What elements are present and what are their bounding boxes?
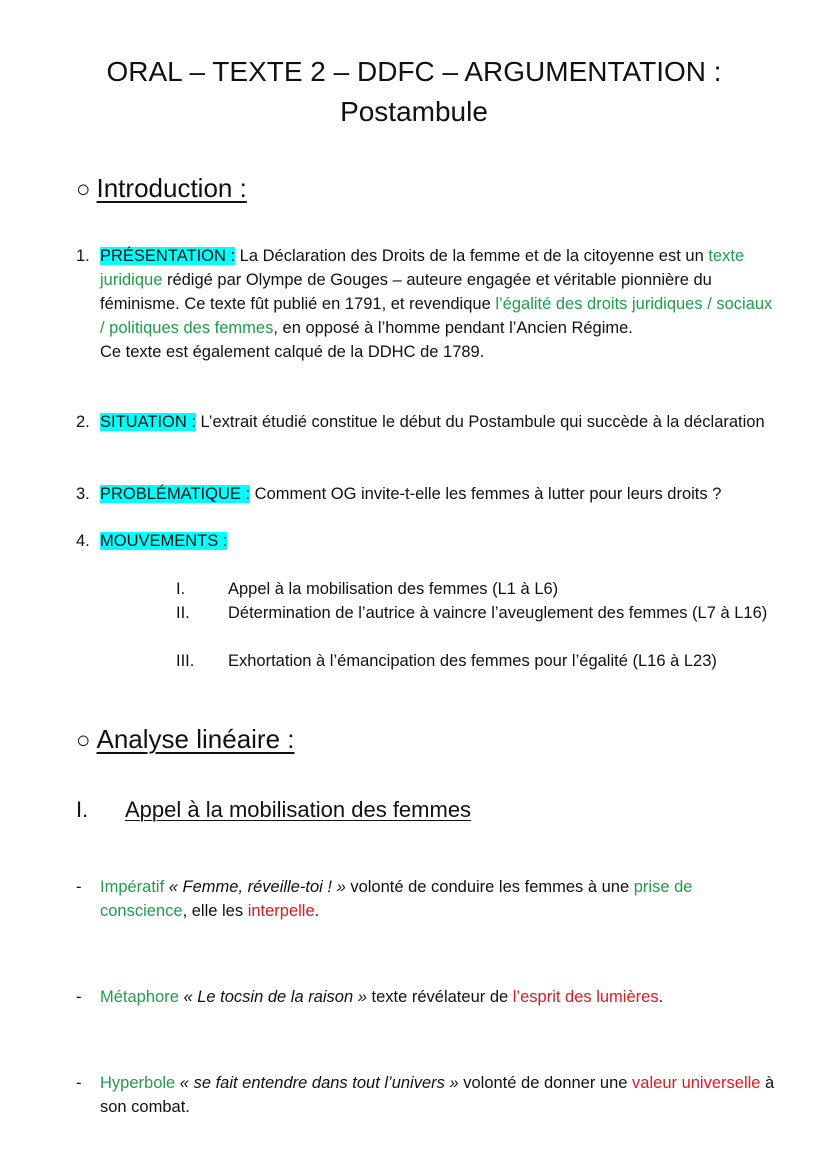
presentation-label: PRÉSENTATION : — [100, 247, 236, 265]
movement-number: I. — [176, 580, 186, 598]
part-number: I. — [76, 797, 89, 822]
point-text: texte révélateur de — [371, 988, 513, 1006]
circle-bullet-icon: ○ — [76, 727, 91, 754]
figure-of-speech: Métaphore — [100, 988, 179, 1006]
presentation-text-2: rédigé par Olympe de Gouges – auteure engagée et véritable pionnière du féminisme. Ce texte fût publié en 1791, et revendique — [100, 271, 712, 313]
point-keyword-red: valeur universelle — [632, 1074, 761, 1092]
movement-text: Appel à la mobilisation des femmes (L1 à L6) — [228, 580, 559, 598]
title-line-1: ORAL – TEXTE 2 – DDFC – ARGUMENTATION : — [106, 56, 722, 87]
situation-text: L’extrait étudié constitue le début du Postambule qui succède à la déclaration — [195, 413, 765, 431]
dash-bullet: - — [76, 878, 82, 896]
dash-bullet: - — [76, 1074, 82, 1092]
part-heading — [76, 796, 471, 824]
point-text: . — [658, 988, 664, 1006]
point-text: . — [314, 902, 320, 920]
movement-number: III. — [176, 652, 195, 670]
problematique-text: Comment OG invite-t-elle les femmes à lutter pour leurs droits ? — [250, 485, 722, 503]
list-number: 4. — [76, 532, 90, 550]
analysis-point — [76, 875, 776, 923]
analysis-point — [76, 985, 776, 1009]
movement-item — [176, 649, 786, 673]
quotation: « Femme, réveille-toi ! » — [164, 878, 351, 896]
list-number: 3. — [76, 485, 90, 503]
figure-of-speech: Impératif — [100, 878, 165, 896]
presentation-text-4: Ce texte est également calqué de la DDHC de 1789. — [100, 343, 485, 361]
problematique-label: PROBLÉMATIQUE : — [100, 485, 251, 503]
presentation-keyword-1: texte juridique — [100, 247, 745, 289]
introduction-heading — [76, 172, 247, 206]
analysis-point — [76, 1071, 776, 1119]
point-keyword-red: interpelle — [247, 902, 315, 920]
movement-item — [176, 577, 786, 601]
list-item-situation — [76, 410, 776, 434]
analysis-heading-text: Analyse linéaire : — [96, 724, 295, 754]
circle-bullet-icon: ○ — [76, 176, 91, 203]
point-text: volonté de donner une — [463, 1074, 633, 1092]
list-item-mouvements — [76, 529, 776, 553]
situation-label: SITUATION : — [100, 413, 196, 431]
quotation: « Le tocsin de la raison » — [178, 988, 372, 1006]
movement-number: II. — [176, 604, 190, 622]
list-number: 1. — [76, 247, 90, 265]
analysis-heading — [76, 723, 295, 757]
presentation-keyword-2: l’égalité des droits juridiques / sociaux / politiques des femmes — [100, 295, 773, 337]
document-title — [0, 52, 828, 132]
point-text: volonté de conduire les femmes à une — [350, 878, 634, 896]
presentation-text-3: , en opposé à l’homme pendant l’Ancien Régime. — [273, 319, 633, 337]
dash-bullet: - — [76, 988, 82, 1006]
part-heading-text: Appel à la mobilisation des femmes — [125, 797, 472, 822]
mouvements-label: MOUVEMENTS : — [100, 532, 228, 550]
figure-of-speech: Hyperbole — [100, 1074, 176, 1092]
quotation: « se fait entendre dans tout l’univers » — [175, 1074, 464, 1092]
point-keyword-red: l’esprit des lumières — [512, 988, 659, 1006]
movement-text: Détermination de l’autrice à vaincre l’aveuglement des femmes (L7 à L16) — [228, 604, 768, 622]
point-keyword-green: prise de conscience — [100, 878, 693, 920]
point-text: à son combat. — [100, 1074, 775, 1116]
title-line-2: Postambule — [340, 96, 488, 127]
movement-item — [176, 601, 786, 625]
point-text: , elle les — [182, 902, 248, 920]
presentation-text-1: La Déclaration des Droits de la femme et de la citoyenne est un — [235, 247, 709, 265]
introduction-heading-text: Introduction : — [96, 173, 247, 203]
list-number: 2. — [76, 413, 90, 431]
list-item-presentation — [76, 244, 776, 364]
movement-text: Exhortation à l’émancipation des femmes pour l’égalité (L16 à L23) — [228, 652, 717, 670]
list-item-problematique — [76, 482, 776, 506]
